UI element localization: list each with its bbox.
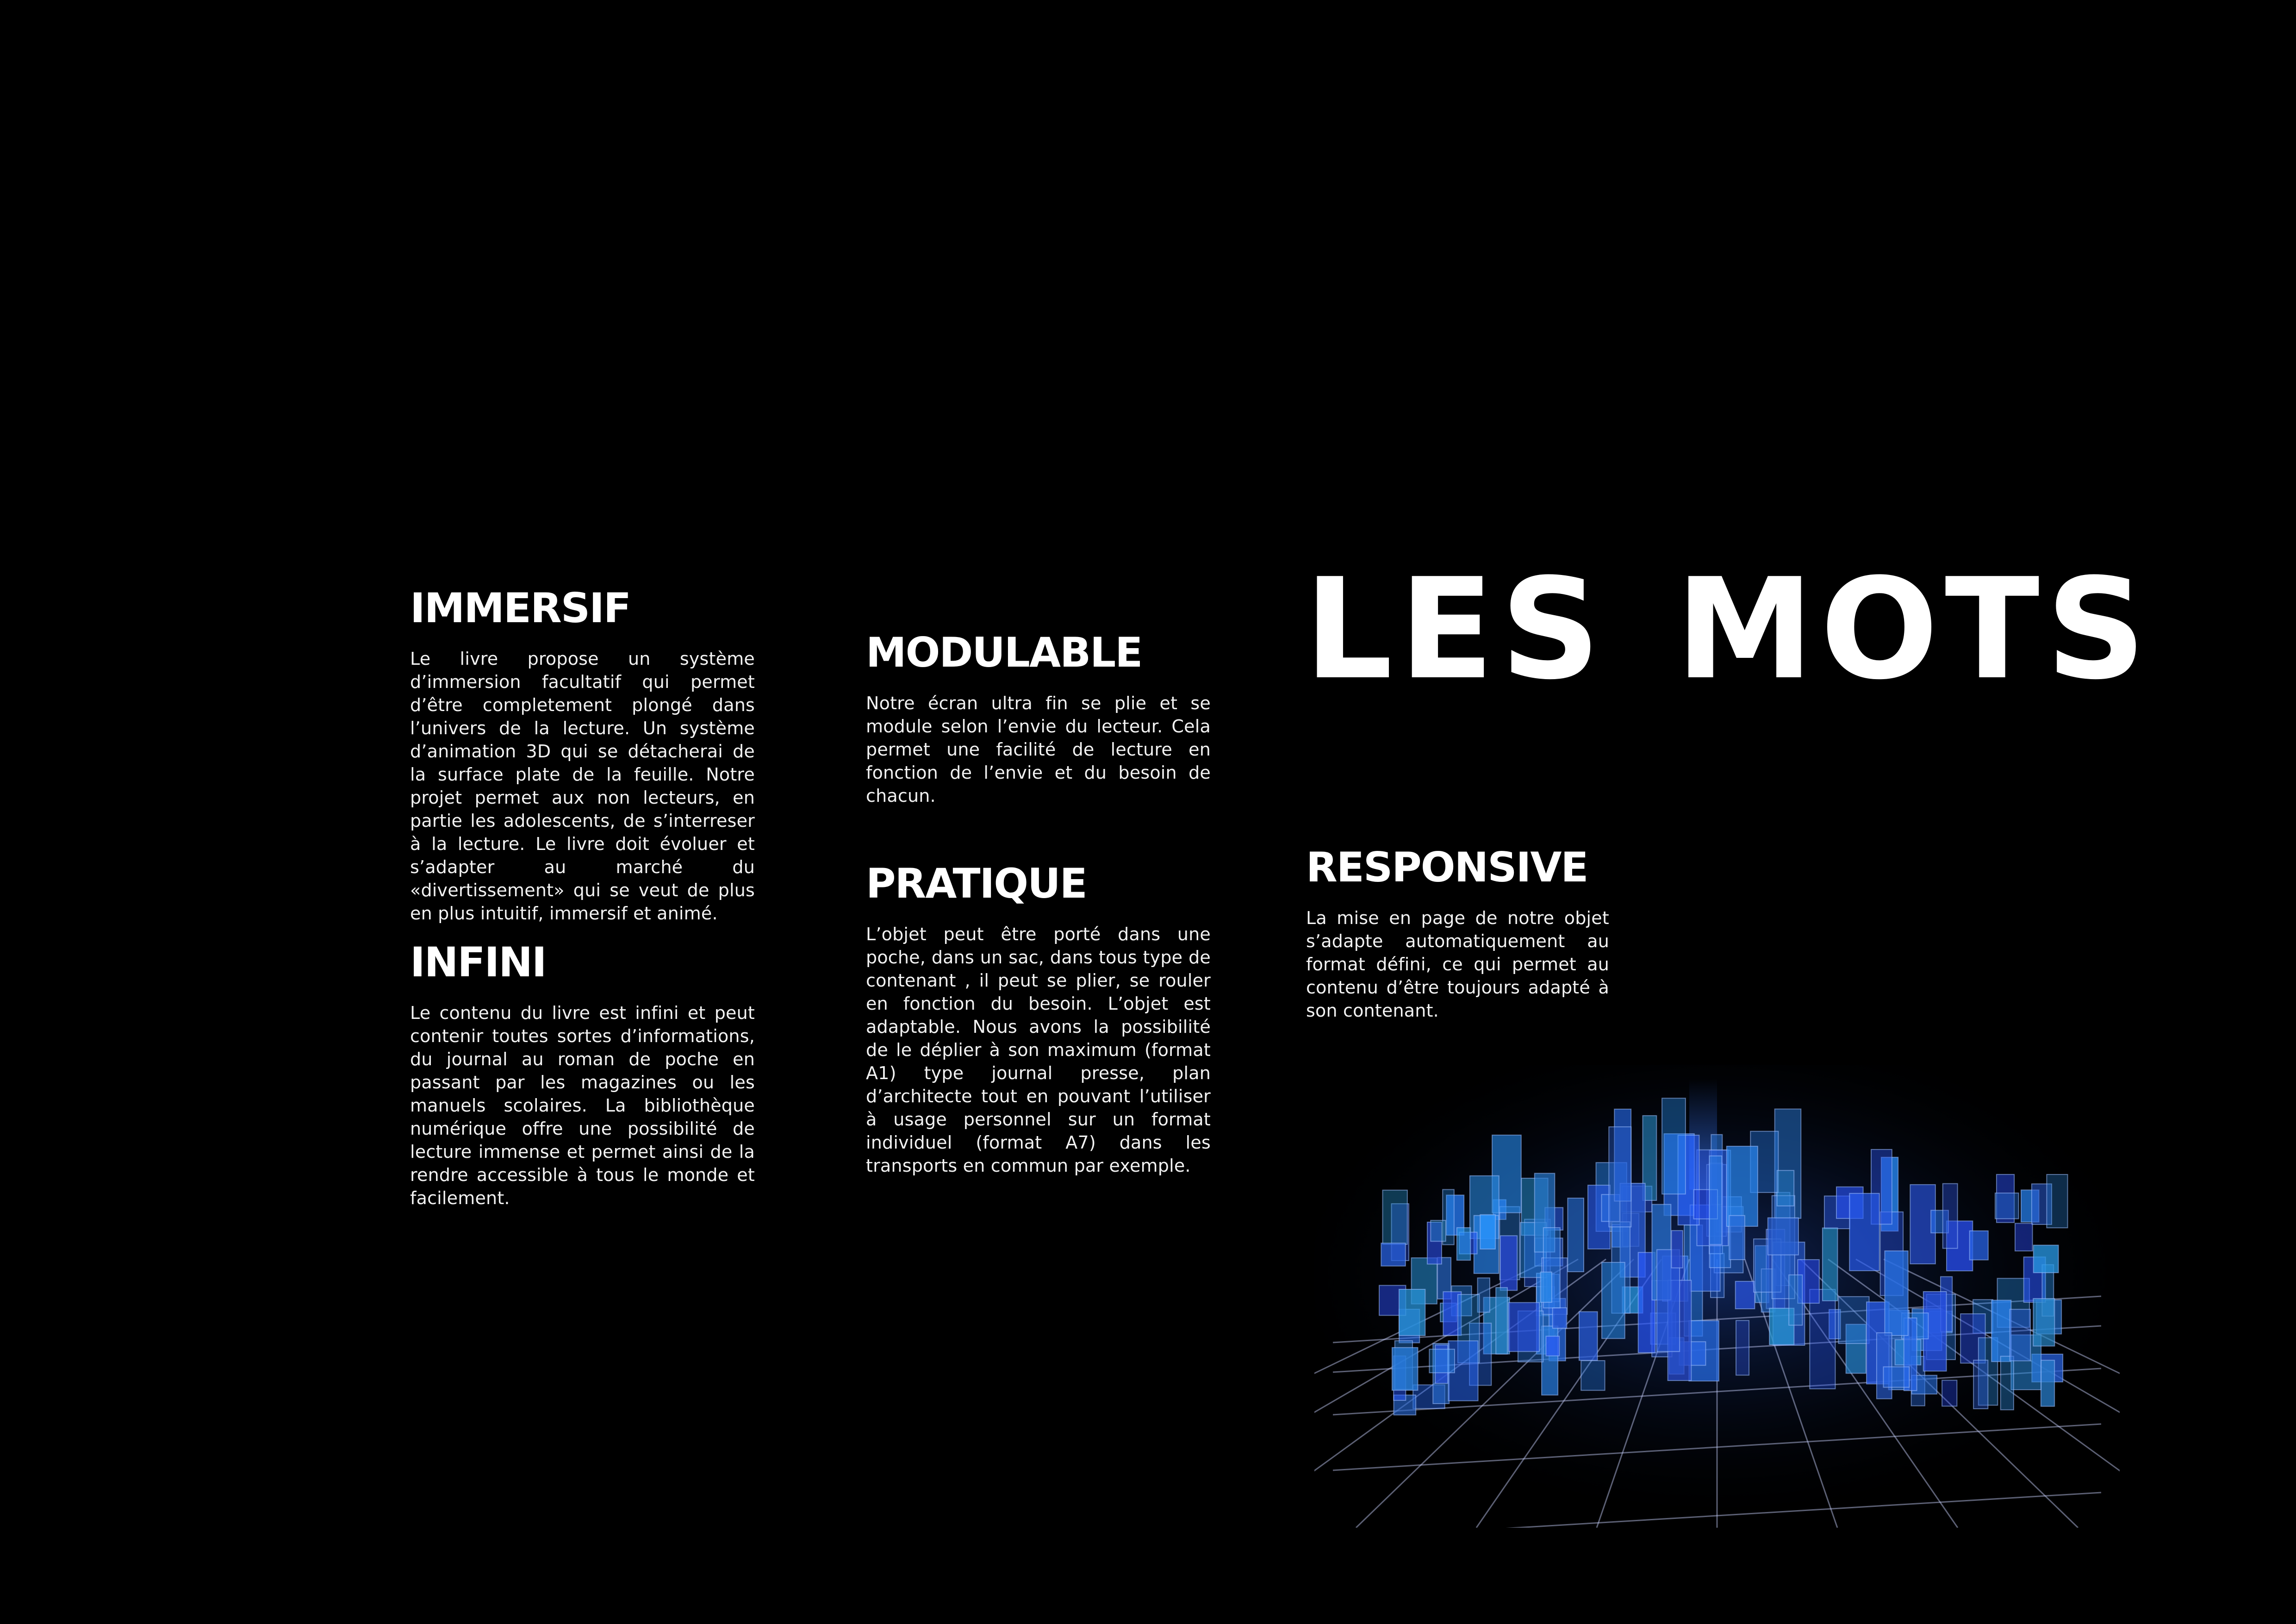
building-shape <box>1709 1156 1722 1244</box>
section-text: Le livre propose un système d’immersion facultatif qui permet d’être completement plongé dans l’univers de la lecture. Un système d’animation 3D qui se détacherai de la surface plate de la feuille. Notre projet permet aux non lecteurs, en partie les adolescents, de s’interreser à la lecture. Le livre doit évoluer et s’adapter au marché du «divertissement» qui se veut de plus en plus intuitif, immersif et animé. <box>410 649 755 924</box>
building-shape <box>1381 1243 1406 1266</box>
section-text: L’objet peut être porté dans une poche, dans un sac, dans tous type de contenant , il peut se plier, se rouler en fonction du besoin. L’objet est adaptable. Nous avons la possibilité de le déplier à son maximum (format A1) type journal presse, plan d’architecte tout en pouvant l’utiliser à usage personnel sur un format individuel (format A7) dans les transports en commun par exemple. <box>866 924 1211 1176</box>
page-title: LES MOTS <box>1304 549 2153 710</box>
section-text: Le contenu du livre est infini et peut contenir toutes sortes d’informations, du journal au roman de poche en passant par les magazines ou les manuels scolaires. La bibliothèque numérique offre une possibilité de lecture immense et permet ainsi de la rendre accessible à tous le monde et facilement. <box>410 1003 755 1208</box>
building-shape <box>2047 1174 2067 1228</box>
building-shape <box>1609 1127 1631 1227</box>
building-shape <box>1480 1215 1495 1249</box>
section-infini <box>410 938 755 1210</box>
building-shape <box>1736 1281 1755 1309</box>
building-shape <box>1541 1272 1552 1302</box>
building-shape <box>1991 1300 2011 1362</box>
building-shape <box>1672 1230 1683 1268</box>
section-text: La mise en page de notre objet s’adapte automatiquement au format défini, ce qui permet au contenu d’être toujours adapté à son contenant. <box>1306 908 1609 1021</box>
section-modulable <box>866 629 1211 807</box>
building-shape <box>1838 1297 1869 1343</box>
section-heading: IMMERSIF <box>410 584 630 632</box>
building-shape <box>1568 1198 1584 1272</box>
building-shape <box>1823 1228 1838 1300</box>
building-shape <box>1970 1231 1988 1260</box>
section-heading: PRATIQUE <box>866 860 1087 907</box>
building-shape <box>1727 1146 1758 1226</box>
building-shape <box>1973 1360 1988 1409</box>
holographic-city-illustration <box>1314 1065 2120 1528</box>
building-shape <box>1810 1289 1835 1389</box>
section-pratique <box>866 860 1211 1177</box>
building-shape <box>1546 1336 1559 1355</box>
building-shape <box>1943 1184 1958 1249</box>
building-shape <box>1431 1220 1445 1241</box>
building-shape <box>1508 1303 1539 1352</box>
section-heading: RESPONSIVE <box>1306 843 1588 891</box>
building-shape <box>2010 1309 2031 1361</box>
section-heading: INFINI <box>410 938 546 986</box>
section-heading: MODULABLE <box>866 629 1142 676</box>
building-shape <box>1768 1218 1798 1255</box>
building-shape <box>1399 1289 1425 1336</box>
building-shape <box>1729 1216 1745 1260</box>
section-immersif <box>410 584 755 925</box>
building-shape <box>2041 1360 2054 1406</box>
building-shape <box>1885 1251 1908 1336</box>
building-shape <box>1457 1228 1470 1260</box>
building-shape <box>1553 1308 1567 1328</box>
section-text: Notre écran ultra fin se plie et se module selon l’envie du lecteur. Cela permet une facilité de lecture en fonction de l’envie et du besoin de chacun. <box>866 693 1211 806</box>
building-shape <box>1777 1170 1794 1206</box>
building-shape <box>1383 1190 1407 1244</box>
building-shape <box>1849 1193 1879 1271</box>
building-shape <box>1789 1275 1802 1325</box>
building-shape <box>1496 1287 1507 1354</box>
building-shape <box>1662 1098 1686 1194</box>
building-shape <box>1995 1193 2019 1218</box>
building-shape <box>1877 1333 1892 1399</box>
building-shape <box>1883 1367 1909 1387</box>
building-shape <box>2034 1245 2059 1273</box>
building-shape <box>1429 1349 1455 1373</box>
building-shape <box>1500 1236 1517 1290</box>
building-shape <box>2015 1224 2033 1251</box>
building-shape <box>1392 1348 1418 1390</box>
section-responsive <box>1306 843 1609 1022</box>
building-shape <box>1736 1320 1749 1375</box>
building-shape <box>1581 1361 1605 1390</box>
building-shape <box>1602 1262 1625 1338</box>
building-shape <box>1942 1380 1957 1406</box>
building-shape <box>2033 1299 2054 1346</box>
building-shape <box>2001 1356 2014 1410</box>
building-shape <box>1579 1312 1598 1360</box>
